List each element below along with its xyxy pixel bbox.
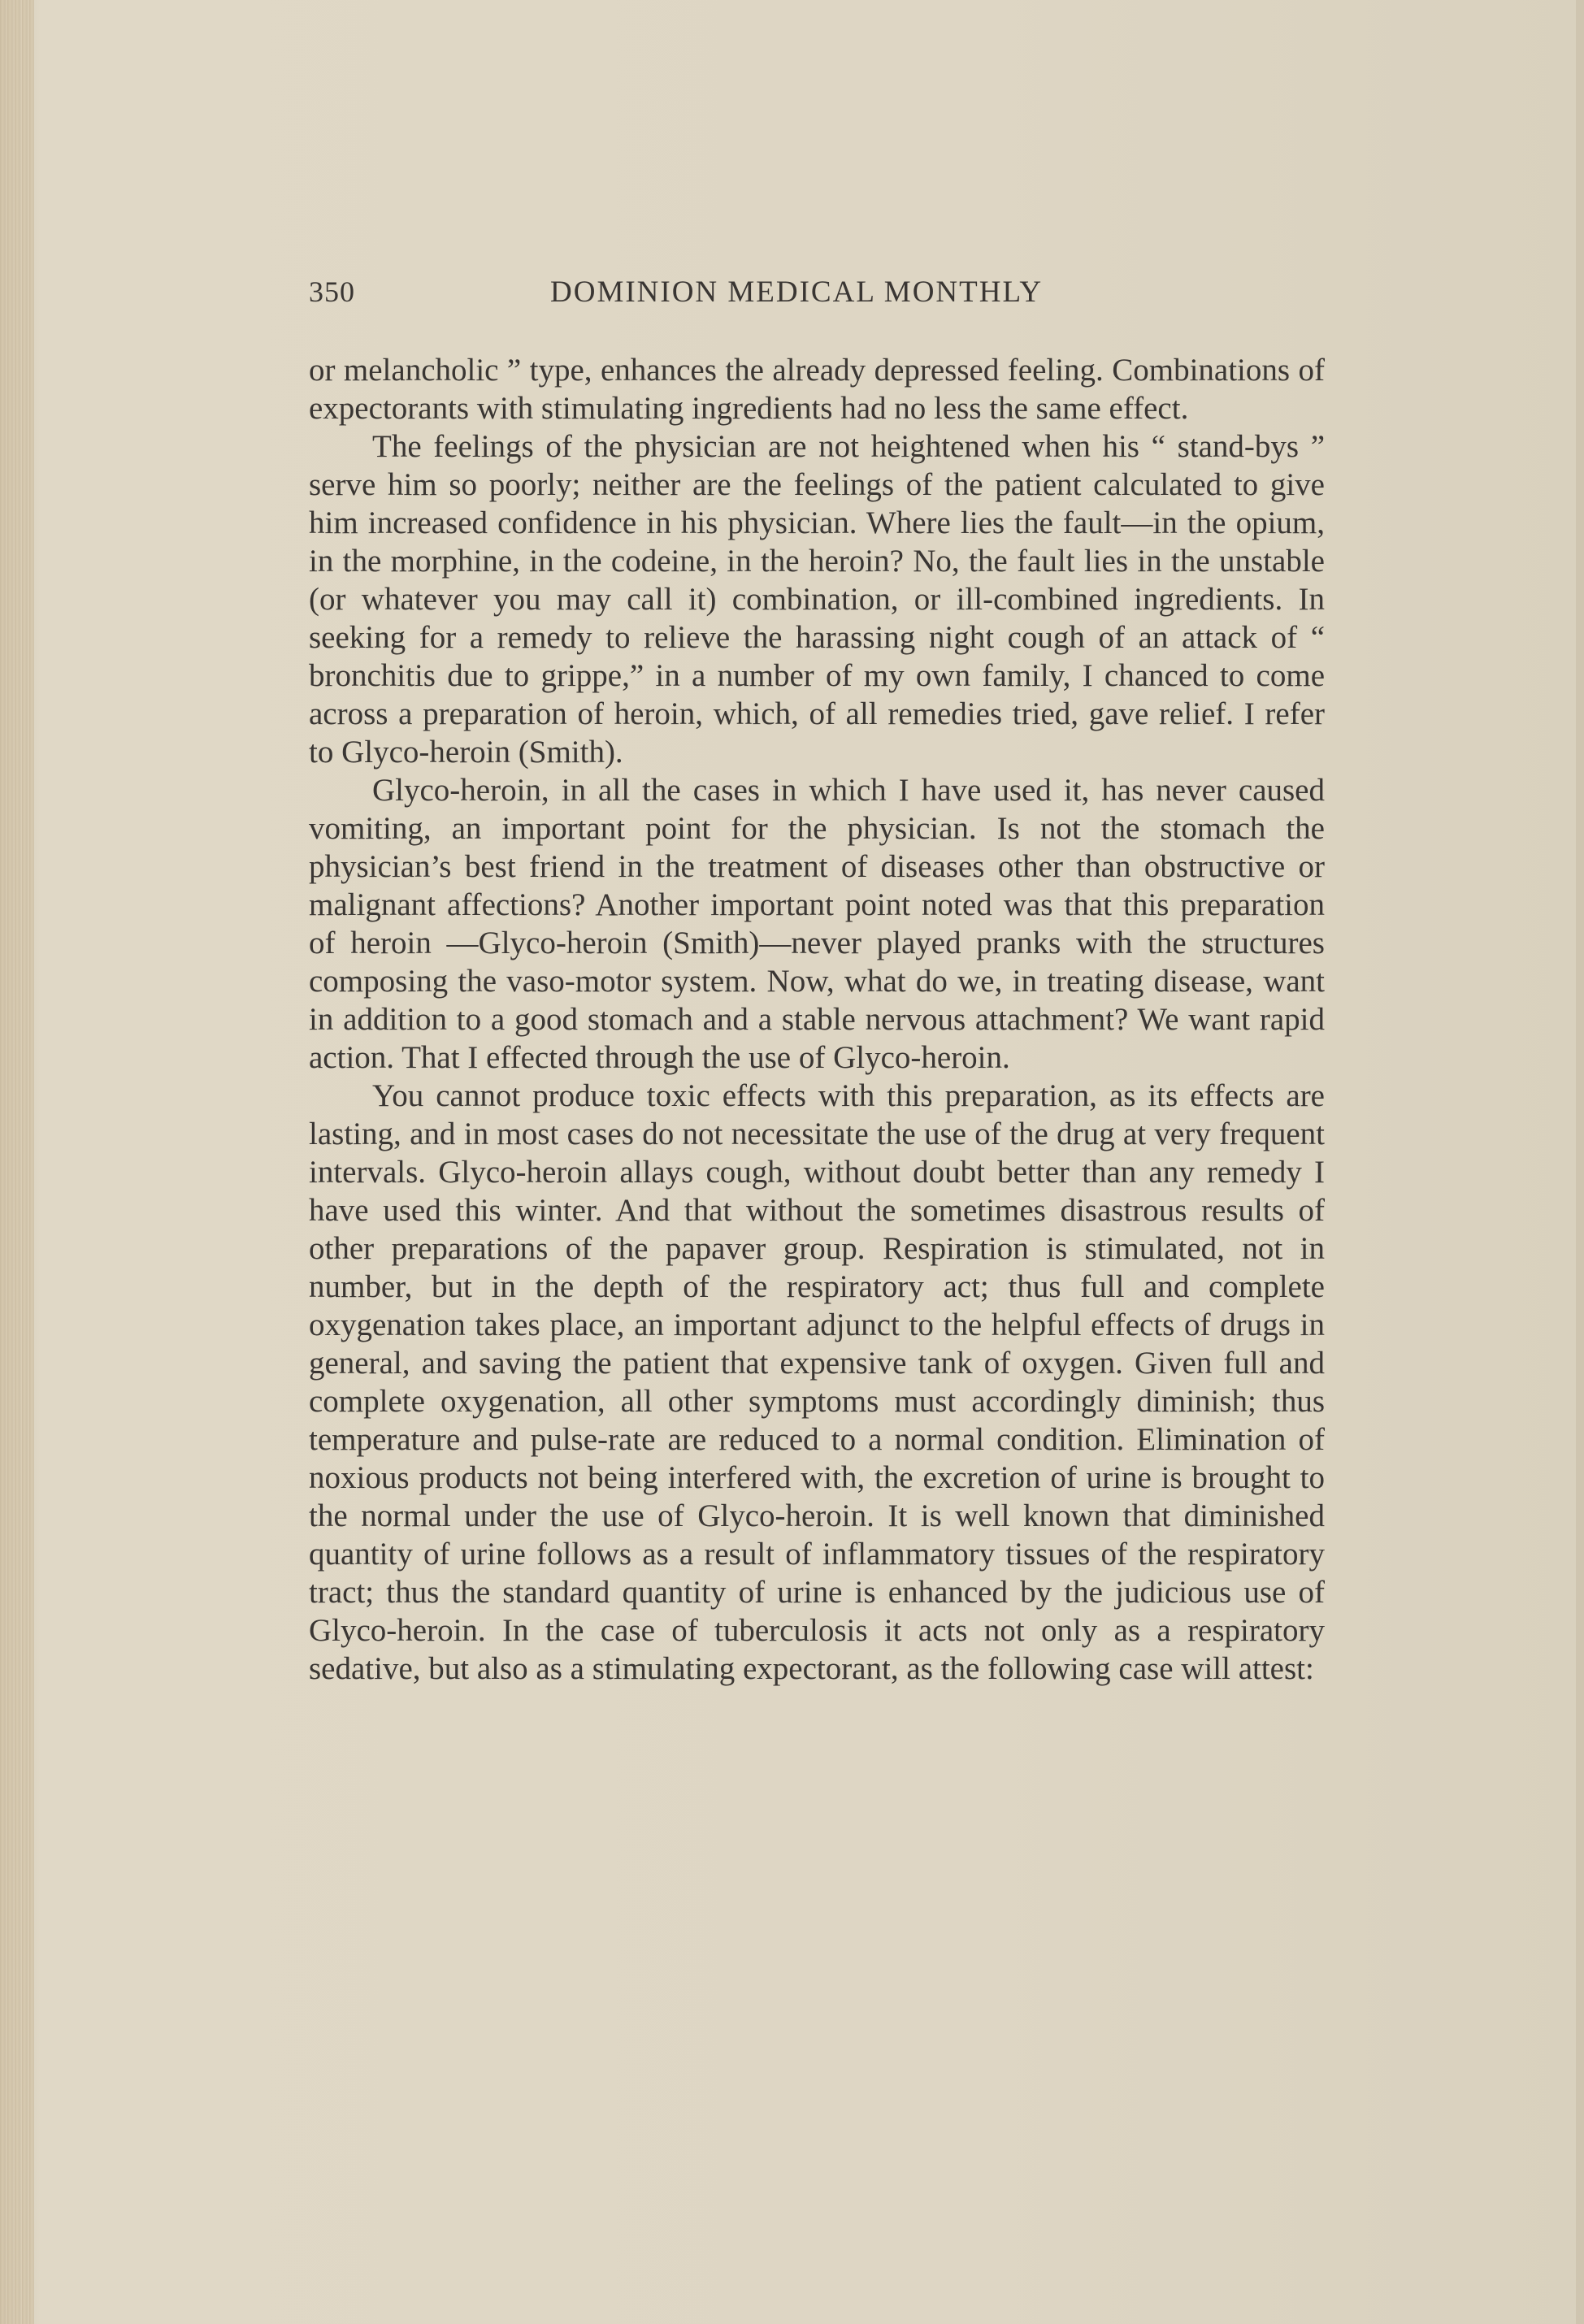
paragraph: The feelings of the physician are not heightened when his “ stand-bys ” serve him so poorly; neither are the feelings of the patient calculated to give him increased confidence in his physician. Where lies the fault—in the opium, in the morphine, in the codeine, in the heroin? No, the fault lies in the unstable (or whatever you may call it) combination, or ill-combined ingredients. In seeking for a remedy to relieve the harassing night cough of an attack of “ bronchitis due to grippe,” in a number of my own family, I chanced to come across a preparation of heroin, which, of all remedies tried, gave relief. I refer to Glyco-heroin (Smith). bbox=[309, 429, 1325, 770]
paragraph-continued: or melancholic ” type, enhances the already depressed feeling. Combinations of expectorants with stimulating ingredients had no less the same effect. bbox=[309, 353, 1325, 426]
paragraph: Glyco-heroin, in all the cases in which I have used it, has never caused vomiting, an important point for the physician. Is not the stomach the physician’s best friend in the treatment of diseases other than obstructive or malignant affections? Another important point noted was that this preparation of heroin —Glyco-heroin (Smith)—never played pranks with the structures composing the vaso-motor system. Now, what do we, in treating disease, want in addition to a good stomach and a stable nervous attachment? We want rapid action. That I effected through the use of Glyco-heroin. bbox=[309, 773, 1325, 1075]
paragraph: You cannot produce toxic effects with this preparation, as its effects are lasting, and in most cases do not necessitate the use of the drug at very frequent intervals. Glyco-heroin allays cough, without doubt better than any remedy I have used this winter. And that without the sometimes disastrous results of other preparations of the papaver group. Respiration is stimulated, not in number, but in the depth of the respiratory act; thus full and complete oxygenation takes place, an important adjunct to the helpful effects of drugs in general, and saving the patient that expensive tank of oxygen. Given full and complete oxygenation, all other symptoms must accordingly diminish; thus temperature and pulse-rate are reduced to a normal condition. Elimination of noxious products not being interfered with, the excretion of urine is brought to the normal under the use of Glyco-heroin. It is well known that diminished quantity of urine follows as a result of inflammatory tissues of the respiratory tract; thus the standard quantity of urine is enhanced by the judicious use of Glyco-heroin. In the case of tuberculosis it acts not only as a respiratory sedative, but also as a stimulating expectorant, as the following case will attest: bbox=[309, 1078, 1325, 1686]
binding-edge bbox=[0, 0, 34, 2324]
journal-title: DOMINION MEDICAL MONTHLY bbox=[550, 275, 1044, 309]
page-number: 350 bbox=[309, 275, 355, 308]
running-head bbox=[309, 275, 1122, 315]
page-edge bbox=[1576, 0, 1584, 2324]
article-body bbox=[309, 351, 1325, 1688]
